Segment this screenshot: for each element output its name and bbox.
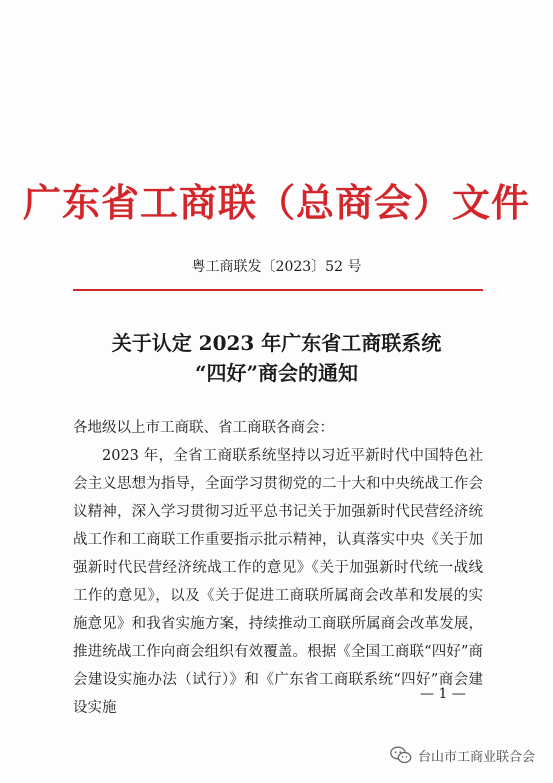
page-number: — 1 — — [420, 686, 466, 702]
salutation: 各地级以上市工商联、省工商联各商会： — [73, 420, 334, 436]
document-number: 粤工商联发〔2023〕52 号 — [191, 259, 362, 275]
red-divider-line — [73, 289, 483, 291]
watermark-text: 台山市工商业联合会 — [418, 749, 536, 765]
document-header-title: 广东省工商联（总商会）文件 — [22, 181, 530, 225]
notice-title — [0, 328, 553, 388]
wechat-icon — [390, 746, 412, 764]
notice-title-line-1: 关于认定 2023 年广东省工商联系统 — [111, 331, 442, 355]
body-paragraph: 2023 年，全省工商联系统坚持以习近平新时代中国特色社会主义思想为指导，全面学习贯彻党的二十大和中央统战工作会议精神，深入学习贯彻习近平总书记关于加强新时代民营经济统战工作和工商联工作重要指示批示精神，认真落实中央《关于加强新时代民营经济统战工作的意见》《关于加强新时代统一战线工作的意见》，以及《关于促进工商联所属商会改革和发展的实施意见》和我省实施方案，持续推动工商联所属商会改革发展，推进统战工作向商会组织有效覆盖。根据《全国工商联“四好”商会建设实施办法（试行）》和《广东省工商联系统“四好”商会建设实施 — [73, 448, 483, 716]
notice-title-line-2: “四好”商会的通知 — [194, 361, 358, 385]
watermark — [390, 743, 535, 767]
notice-body — [73, 414, 483, 722]
